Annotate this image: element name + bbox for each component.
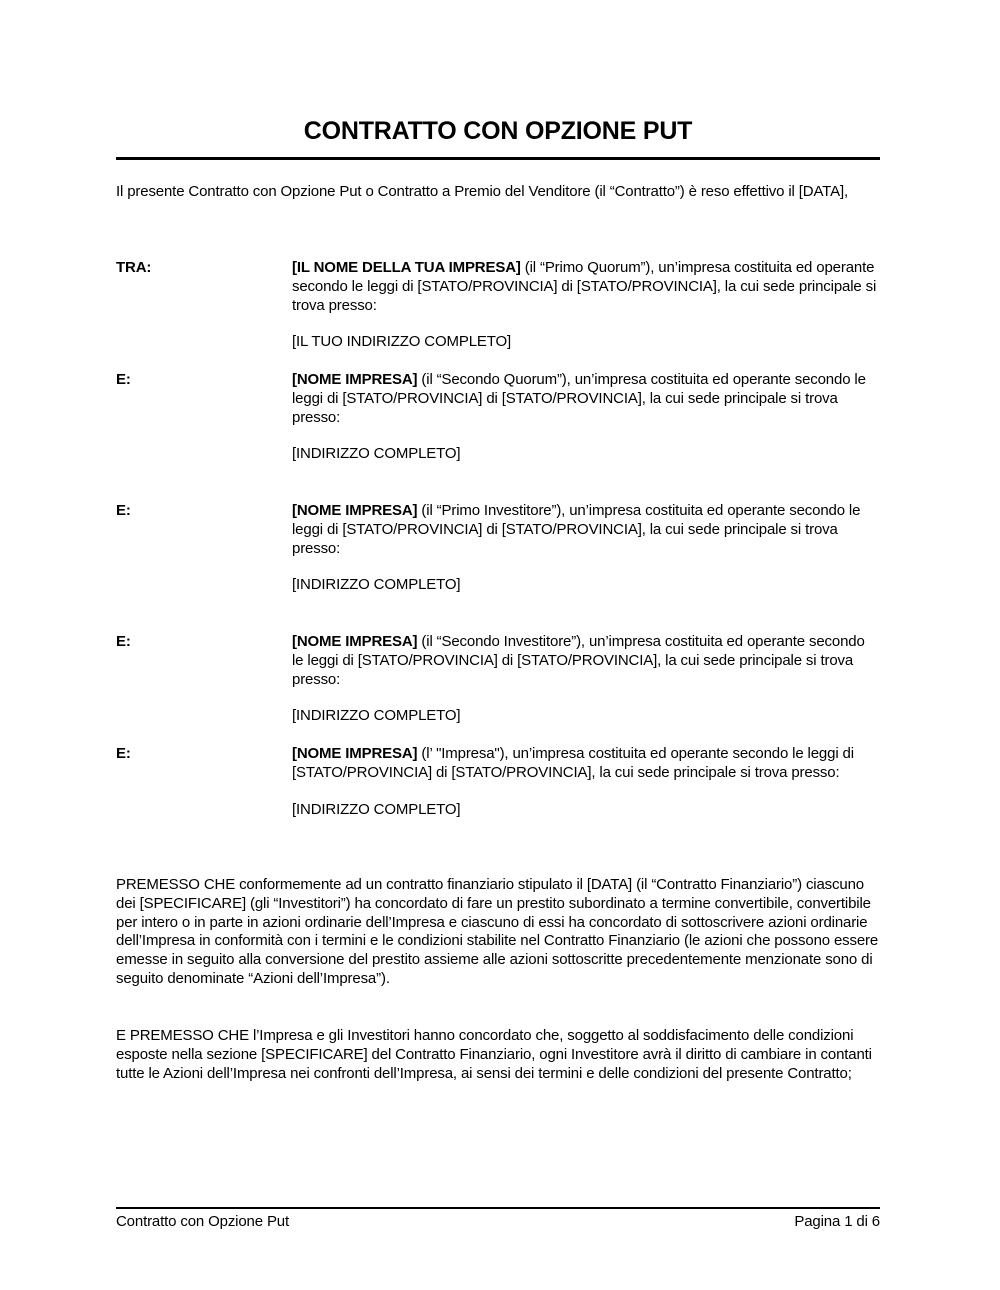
- party-name: [NOME IMPRESA]: [292, 502, 418, 519]
- party-name: [IL NOME DELLA TUA IMPRESA]: [292, 259, 521, 276]
- party-description: [292, 502, 880, 558]
- party-name: [NOME IMPRESA]: [292, 745, 418, 762]
- party-label: E:: [116, 502, 131, 519]
- party-label: TRA:: [116, 259, 152, 276]
- party-address: [INDIRIZZO COMPLETO]: [292, 445, 461, 463]
- document-title: CONTRATTO CON OPZIONE PUT: [303, 117, 693, 145]
- party-description-text: (l’ "Impresa"), un’impresa costituita ed operante secondo le leggi di [STATO/PROVINCIA] di [STATO/PROVINCIA], la cui sede principale si trova presso:: [292, 745, 854, 781]
- party-description: [292, 745, 880, 783]
- footer-divider: [116, 1207, 880, 1209]
- party-label: E:: [116, 633, 131, 650]
- party-description: [292, 259, 880, 315]
- party-description-text: (il “Primo Quorum”), un’impresa costituita ed operante secondo le leggi di [STATO/PROVINCIA] di [STATO/PROVINCIA], la cui sede principale si trova presso:: [292, 259, 877, 314]
- recital-paragraph: PREMESSO CHE conformemente ad un contratto finanziario stipulato il [DATA] (il “Contratto Finanziario”) ciascuno dei [SPECIFICARE] (gli “Investitori”) ha concordato di fare un prestito subordinato a termine convertibile, convertibile per intero o in parte in azioni ordinarie dell’Impresa e ciascuno di essi ha concordato di sottoscrivere azioni ordinarie dell’Impresa in conformità con i termini e le condizioni stabilite nel Contratto Finanziario (le azioni che possono essere emesse in seguito alla conversione del prestito assieme alle azioni sottoscritte precedentemente menzionate sono di seguito denominate “Azioni dell’Impresa”).: [116, 876, 879, 987]
- party-name: [NOME IMPRESA]: [292, 633, 418, 650]
- recital-paragraph: E PREMESSO CHE l’Impresa e gli Investitori hanno concordato che, soggetto al soddisfacimento delle condizioni esposte nella sezione [SPECIFICARE] del Contratto Finanziario, ogni Investitore avrà il diritto di cambiare in contanti tutte le Azioni dell’Impresa nei confronti dell’Impresa, ai sensi dei termini e delle condizioni del presente Contratto;: [116, 1027, 872, 1082]
- party-label: E:: [116, 371, 131, 388]
- page-number: Pagina 1 di 6: [794, 1213, 880, 1230]
- party-description: [292, 633, 880, 689]
- title-divider: [116, 157, 880, 160]
- party-description-text: (il “Secondo Investitore”), un’impresa costituita ed operante secondo le leggi di [STATO/PROVINCIA] di [STATO/PROVINCIA], la cui sede principale si trova presso:: [292, 633, 865, 688]
- party-body: [292, 633, 880, 726]
- party-description-text: (il “Secondo Quorum”), un’impresa costituita ed operante secondo le leggi di [STATO/PROVINCIA] di [STATO/PROVINCIA], la cui sede principale si trova presso:: [292, 371, 866, 426]
- party-description: [292, 371, 880, 427]
- intro-paragraph: Il presente Contratto con Opzione Put o Contratto a Premio del Venditore (il “Contratto”) è reso effettivo il [DATA],: [116, 183, 848, 200]
- party-address: [INDIRIZZO COMPLETO]: [292, 800, 461, 818]
- party-body: [292, 259, 880, 352]
- party-label: E:: [116, 745, 131, 762]
- footer-document-title: Contratto con Opzione Put: [116, 1213, 290, 1230]
- party-description-text: (il “Primo Investitore”), un’impresa costituita ed operante secondo le leggi di [STATO/PROVINCIA] di [STATO/PROVINCIA], la cui sede principale si trova presso:: [292, 502, 861, 557]
- party-address: [INDIRIZZO COMPLETO]: [292, 576, 461, 594]
- page-footer: [116, 1213, 880, 1231]
- party-body: [292, 745, 880, 819]
- party-name: [NOME IMPRESA]: [292, 371, 418, 388]
- party-address: [INDIRIZZO COMPLETO]: [292, 707, 461, 725]
- party-body: [292, 502, 880, 595]
- party-address: [IL TUO INDIRIZZO COMPLETO]: [292, 333, 512, 351]
- party-body: [292, 371, 880, 464]
